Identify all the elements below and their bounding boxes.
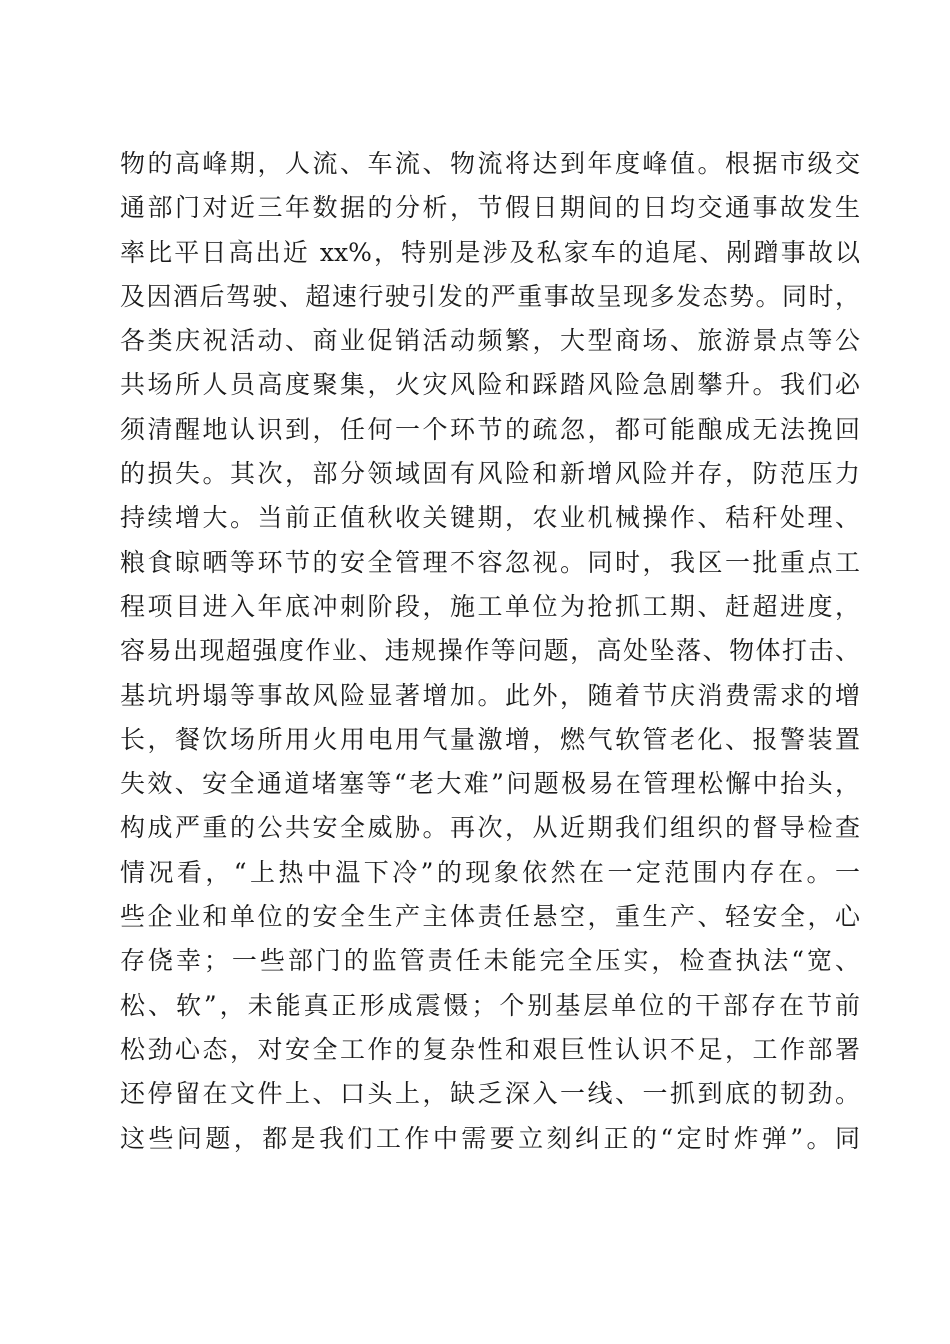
text-line: 情况看，“上热中温下冷”的现象依然在一定范围内存在。一 xyxy=(120,857,860,887)
text-line: 还停留在文件上、口头上，缺乏深入一线、一抓到底的韧劲。 xyxy=(120,1079,860,1109)
text-line: 松劲心态，对安全工作的复杂性和艰巨性认识不足，工作部署 xyxy=(120,1034,860,1064)
text-line: 长，餐饮场所用火用电用气量激增，燃气软管老化、报警装置 xyxy=(120,724,860,754)
text-line: 率比平日高出近 xx%，特别是涉及私家车的追尾、剐蹭事故以 xyxy=(120,237,860,267)
text-line: 及因酒后驾驶、超速行驶引发的严重事故呈现多发态势。同时， xyxy=(120,281,860,311)
text-line: 基坑坍塌等事故风险显著增加。此外，随着节庆消费需求的增 xyxy=(120,680,860,710)
text-line: 些企业和单位的安全生产主体责任悬空，重生产、轻安全，心 xyxy=(120,902,860,932)
text-line: 容易出现超强度作业、违规操作等问题，高处坠落、物体打击、 xyxy=(120,636,860,666)
body-text xyxy=(120,142,860,1161)
text-line: 物的高峰期，人流、车流、物流将达到年度峰值。根据市级交 xyxy=(120,149,860,178)
text-line: 粮食晾晒等环节的安全管理不容忽视。同时，我区一批重点工 xyxy=(120,547,860,577)
text-line: 持续增大。当前正值秋收关键期，农业机械操作、秸秆处理、 xyxy=(120,503,860,533)
text-line: 各类庆祝活动、商业促销活动频繁，大型商场、旅游景点等公 xyxy=(120,326,860,356)
text-line: 这些问题，都是我们工作中需要立刻纠正的“定时炸弹”。同 xyxy=(120,1123,860,1153)
text-line: 共场所人员高度聚集，火灾风险和踩踏风险急剧攀升。我们必 xyxy=(120,370,860,400)
text-line: 松、软”，未能真正形成震慑；个别基层单位的干部存在节前 xyxy=(120,990,860,1020)
text-line: 构成严重的公共安全威胁。再次，从近期我们组织的督导检查 xyxy=(120,813,860,843)
text-line: 程项目进入年底冲刺阶段，施工单位为抢抓工期、赶超进度， xyxy=(120,591,860,621)
text-line: 存侥幸；一些部门的监管责任未能完全压实，检查执法“宽、 xyxy=(120,946,860,976)
text-line: 通部门对近三年数据的分析，节假日期间的日均交通事故发生 xyxy=(120,193,860,223)
text-line: 的损失。其次，部分领域固有风险和新增风险并存，防范压力 xyxy=(120,459,860,489)
text-line: 须清醒地认识到，任何一个环节的疏忽，都可能酿成无法挽回 xyxy=(120,414,860,444)
text-line: 失效、安全通道堵塞等“老大难”问题极易在管理松懈中抬头， xyxy=(120,769,860,799)
